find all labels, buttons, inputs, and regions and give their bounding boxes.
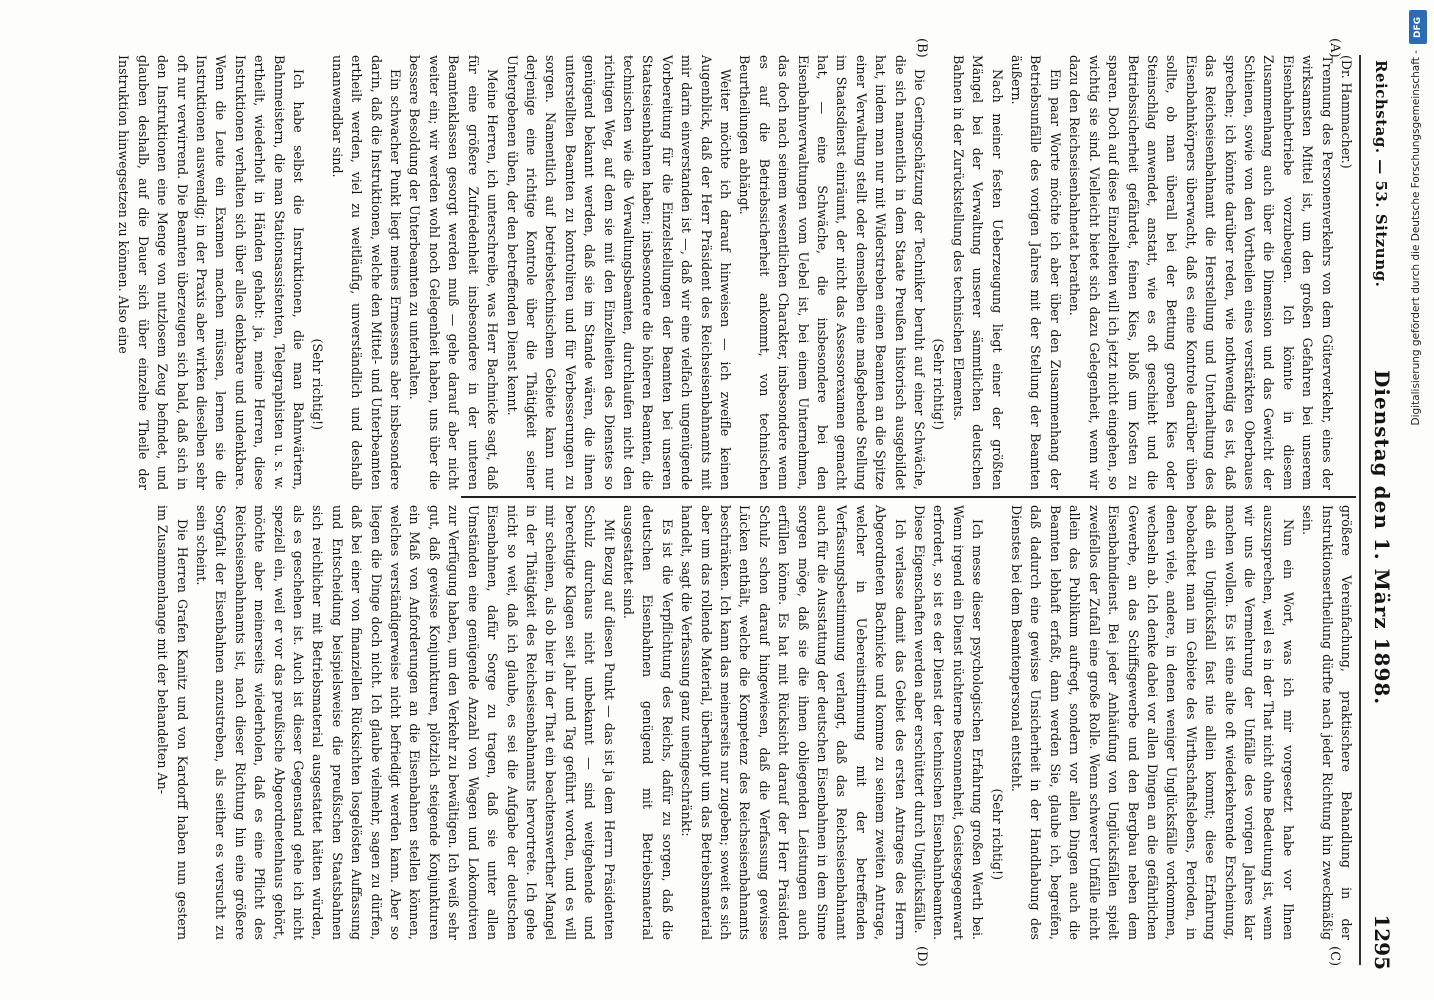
paragraph: Mit Bezug auf diesen Punkt — das ist ja dem Herrn Präsidenten Schulz durchaus nicht unbekannt — sind weitgehende und berechtigte Klagen seit Jahr und Tag geführt worden, und es will mir scheinen, als ob hier in der That ein beachtenswerther Mangel in der Thätigkeit des Reichseisenbahnamts hervortrete. Ich gehe nicht so weit, daß ich glaube, es sei die Aufgabe der deutschen Eisenbahnen, dafür Sorge zu tragen, daß sie unter allen Umständen eine genügende Anzahl von Wagen und Lokomotiven zur Verfügung haben, um den Verkehr zu bewältigen. Ich weiß sehr gut, daß gewisse Konjunkturen, plötzlich steigende Konjunkturen ein Maß von Anforderungen an die Eisenbahnen stellen können, welches verständigerweise nicht befriedigt werden kann. Aber so liegen die Dinge doch nicht. Ich glaube vielmehr, sagen zu dürfen, daß bei einer von finanziellen Rücksichten losgelösten Auffassung und Entscheidung beispielsweise die preußischen Staatsbahnen sich reichlicher mit Betriebsmaterial ausgestattet hätten würden, als es geschehen ist. Auch ist dieser Gegenstand gehe ich nicht speziell ein, weil er vor das preußische Abgeordnetenhaus gehört, möchte aber meinerseits wiederholen, daß es eine Pflicht des Reichseisenbahnamts ist, nach dieser Richtung hin eine größere Sorgfalt der Eisenbahnen anzustreben, als seither es versucht zu sein scheint. (194, 505, 617, 940)
interjection: (Sehr richtig!) (931, 338, 947, 430)
paragraph: Nun ein Wort, was ich mir vorgesetzt habe vor Ihnen auszusprechen, weil es in der That nicht ohne Bedeutung ist, wenn wir uns die Vermehrung der Unfälle des vorigen Jahres klar machen wollen. Es ist eine alte oft wiederkehrende Erscheinung, daß ein Unglücksfall fast nie allein kommt; diese Erfahrung beobachtet man im Gebiete des Wirthschaftslebens, Perioden, in denen viele, andere, in denen weniger Unglücksfälle vorkommen, wechseln ab. Ich denke dabei vor allen Dingen an die gefährlichen Gewerbe, an das Schiffsgewerbe und den Bergbau neben dem Eisenbahndienst. Bei jeder Anhäufung von Unglücksfällen spielt zweifellos der Zufall eine große Rolle. Wenn schwerer Unfälle nicht allein das Publikum aufregt, sondern vor allen Dingen auch die Beamten lebhaft erfaßt, dann werden Sie, glaube ich, begreifen, daß dadurch eine gewisse Unsicherheit in der Handhabung des Dienstes bei dem Beamtenpersonal entsteht. (1009, 505, 1296, 940)
interjection: (Sehr richtig!) (989, 788, 1005, 880)
margin-letter-d: (D) (914, 946, 929, 967)
paragraph: größere Vereinfachung, praktischere Behandlung in der Instruktionsertheilung dürfte nach jeder Richtung hin zweckmäßig sein. (1300, 505, 1354, 940)
margin-letter-c: (C) (1327, 946, 1342, 967)
page-number: 1295 (1370, 914, 1394, 970)
paragraph: Ein schwacher Punkt liegt meines Ermessens aber insbesondere darin, daß die Instruktionen, welche den Mittel- und Unterbeamten ertheilt werden, viel zu weitläufig, unverständlich und deshalb unanwendbar sind. (329, 55, 404, 490)
interjection: (Sehr richtig!) (310, 338, 326, 430)
margin-letter-a: (A) (1327, 38, 1342, 58)
running-head-left: Reichstag. — 53. Sitzung. (1372, 60, 1390, 288)
paragraph: Ich messe dieser psychologischen Erfahrung großen Werth bei. Wenn irgend ein Dienst nüchterne Besonnenheit, Geistesgegenwart erfordert, so ist es der Dienst der technischen Eisenbahnbeamten. Diese Eigenschaften werden aber erschüttert durch Unglücksfälle. (912, 505, 986, 940)
digitization-text: Digitalisierung gefördert durch die Deutsche Forschungsgemeinschaft - (1410, 50, 1422, 426)
paragraph: Die Geringschätzung der Techniker beruht auf einer Schwäche, die sich namentlich in dem Staate Preußen historisch ausgebildet hat, indem man nur mit Widerstreben einen Beamten an die Spitze einer Verwaltung stellt oder demselben eine maßgebende Stellung im Staatsdienst einräumt, der nicht das Assessorexamen gemacht hat, — eine Schwäche, die insbesondere bei den Eisenbahnverwaltungen vom Uebel ist, bei einem Unternehmen, das doch nach seinem wesentlichen Charakter, insbesondere wenn es auf die Betriebssicherheit ankommt, von technischen Beurtheilungen abhängt. (737, 55, 928, 490)
speaker-label: (Dr. Hammacher.) (1339, 55, 1354, 169)
running-head-date: Dienstag den 1. März 1898. (1370, 370, 1394, 706)
paragraph: Weiter möchte ich darauf hinweisen — ich zweifle keinen Augenblick, daß der Herr Präsident des Reichseisenbahnamts mit mir darin einverstanden ist —, daß wir eine vielfach ungenügende Vorbereitung für die Einzelstellungen der Beamten bei unseren Staatseisenbahnen haben; insbesondere die höheren Beamten, die technischen wie die Verwaltungsbeamten, durchlaufen nicht den richtigen Weg, auf dem sie mit den Einzelheiten des Dienstes so genügend bekannt werden, daß sie im Stande wären, die ihnen unterstellten Beamten zu kontroliren und für Verbesserungen zu sorgen. Namentlich auf betriebstechnischem Gebiete kann nur derjenige eine richtige Kontrole über die Thätigkeit seiner Untergebenen üben, der den betreffenden Dienst kennt. (504, 55, 733, 490)
right-column (155, 505, 1356, 940)
paragraph: Nach meiner festen Ueberzeugung liegt einer der größten Mängel bei der Verwaltung unserer sämmtlichen deutschen Bahnen in der Zurückstellung des technischen Elements. (950, 55, 1005, 490)
quoted-paragraph: Es ist die Verpflichtung des Reichs, dafür zu sorgen, daß die deutschen Eisenbahnen genügend mit Betriebsmaterial ausgestattet sind. (620, 505, 675, 940)
left-column (116, 55, 1356, 490)
paragraph: Die Herren Grafen Kanitz und von Kardorff haben nun gestern im Zusammenhange mit der behandelten An- (155, 505, 190, 940)
running-head (1364, 40, 1394, 970)
column-rule (461, 496, 1356, 498)
paragraph: Meine Herren, ich unterschreibe, was Herr Bachnicke sagt, daß für eine größere Zufriedenheit insbesondere in der unteren Beamtenklassen gesorgt werden muß — gehe darauf aber nicht weiter ein; wir werden wohl noch Gelegenheit haben, uns über die bessere Besoldung der Unterbeamten zu unterhalten. (407, 55, 501, 490)
paragraph: Ich verlasse damit das Gebiet des ersten Antrages des Herrn Abgeordneten Bachnicke und komme zu seinem zweiten Antrage, welcher in Uebereinstimmung mit der betreffenden Verfassungsbestimmung verlangt, daß das Reichseisenbahnamt auch für die Ausstattung der deutschen Eisenbahnen in dem Sinne sorgen möge, daß sie die ihnen obliegenden Leistungen auch erfüllen könne. Es hat mit Rücksicht darauf der Herr Präsident Schulz schon darauf hingewiesen, daß die Verfassung gewisse Lücken enthält, welche die Kompetenz des Reichseisenbahnamts beschränken. Ich kann das meinerseits nur zugeben; soweit es sich aber um das rollende Material, überhaupt um das Betriebsmaterial handelt, sagt die Verfassung ganz uneingeschränkt: (679, 505, 908, 940)
paragraph: Trennung des Personenverkehrs von dem Güterverkehr, eines der wirksamsten Mittel ist, um den großen Gefahren bei unserem Eisenbahnbetriebe vorzubeugen. Ich könnte in diesem Zusammenhang auch über die Dimension und das Gewicht der Schienen, sowie von den Vortheilen eines verstärkten Oberbaues sprechen; ich könnte darüber reden, wie nothwendig es ist, daß das Reichseisenbahnamt die Herstellung und Unterhaltung des Eisenbahnkörpers überwacht, daß es eine Kontrole darüber üben sollte, ob man überall bei der Bettung groben Kies oder Steinschlag anwendet, anstatt, wie es oft geschieht und die Betriebssicherheit gefährdet, feinen Kies, bloß um Kosten zu sparen. Doch auf diese Einzelheiten will ich jetzt nicht eingehen, so wichtig sie sind. Vielleicht bietet sich dazu Gelegenheit, wenn wir dazu den Reichseisenbahnetat berathen. (1067, 55, 1335, 490)
digitization-note (1406, 10, 1432, 990)
paragraph: Ich habe selbst die Instruktionen, die man Bahnwärtern, Bahnmeistern, die man Stationsassistenten, Telegraphisten u. s. w. ertheilt, wiederholt in Händen gehabt: ja, meine Herren, diese Instruktionen verhalten sich über alles denkbare und undenkbare. Wenn die Leute ein Examen machen müssen, lernen sie die Instruktionen auswendig; in der Praxis aber wirken dieselben sehr oft nur verwirrend. Die Beamten überzeugen sich bald, daß sich in den Instruktionen eine Menge von nutzlosem Zeug befindet, und glauben deshalb, auf die Dauer sich über einzelne Theile der Instruktion hinwegsetzen zu können. Also eine (116, 55, 307, 490)
paragraph: Ein paar Worte möchte ich aber über den Zusammenhang der Betriebsunfälle des vorigen Jahres mit der Stellung der Beamten äußern. (1009, 55, 1063, 490)
dfg-logo: DFG (1409, 10, 1427, 44)
header-rule (1360, 55, 1362, 965)
margin-letter-b: (B) (914, 38, 929, 58)
